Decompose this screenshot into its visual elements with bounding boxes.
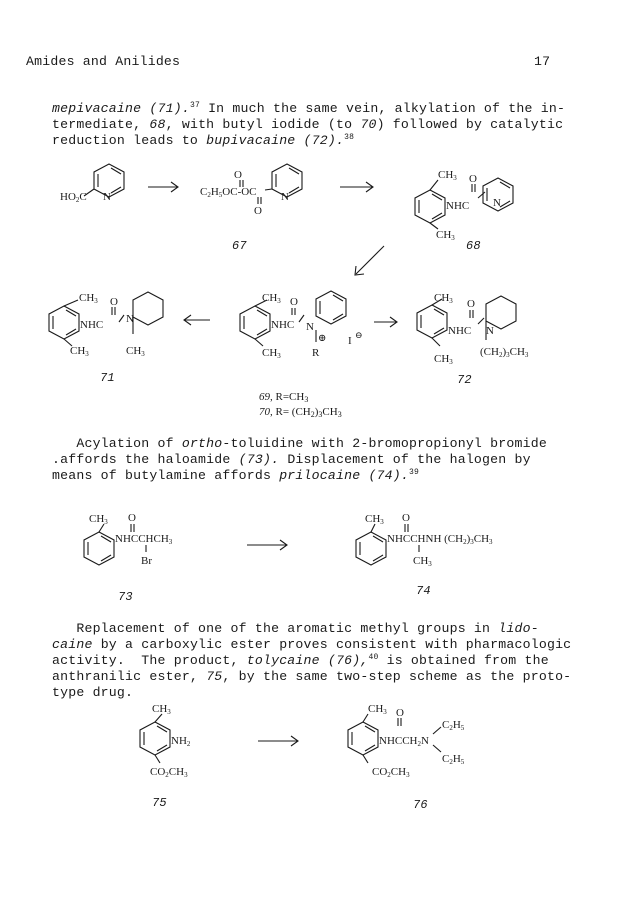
text-span: In much the same vein, alkylation of the in- [199,101,566,116]
piperidine-ring [486,296,516,329]
pyridine-ring [272,164,302,197]
atom-label: NHC [448,325,472,337]
compound-label-76: 76 [413,798,428,812]
para3-line3 [52,653,549,668]
charge-symbol: ⊖ [355,330,363,340]
para1-line1 [52,101,565,116]
text-span: .affords the haloamide [52,452,239,467]
atom-label: N [103,191,111,203]
para2-line1 [52,436,547,451]
benzene-ring [240,306,270,339]
atom-label: CH3 [89,513,108,526]
compound-label-73: 73 [118,590,133,604]
para1-line2 [52,117,563,132]
atom-label: CH3 [126,345,145,358]
atom-label: CH3 [434,292,453,305]
compound-ref: 70 [360,117,377,132]
benzene-ring [140,722,170,755]
text-span: , by the same two-step scheme as the proto- [222,669,572,684]
drug-name: lido- [498,621,539,636]
text-span: R=CH [275,391,305,403]
atom-label: O [396,707,404,719]
atom-label: C2H5OC-OC [200,186,257,199]
atom-label: CO2CH3 [150,766,188,779]
atom-label: N [281,191,289,203]
para3-line5 [52,685,133,700]
atom-label: O [254,205,262,217]
atom-label: NHC [80,319,104,331]
text-span: ) [314,406,319,418]
compound-label-74: 74 [416,584,431,598]
compound-label-75: 75 [152,796,167,810]
text-span: Replacement of one of the aromatic methyl groups in [52,621,499,636]
drug-name: caine [52,637,93,652]
italic-term: ortho [181,436,223,451]
atom-label: NHCCH2N [379,735,429,748]
atom-label: O [234,169,242,181]
atom-label: O [290,296,298,308]
atom-label: NHC [271,319,295,331]
pyridine-ring [483,178,513,211]
text-span: Acylation of [52,436,182,451]
para1-line3 [52,133,354,148]
atom-label: CH3 [152,703,171,716]
atom-label: O [110,296,118,308]
text-span: , with butyl iodide (to [165,117,361,132]
atom-label: CH3 [70,345,89,358]
text-span: reduction leads to [52,133,207,148]
subscript: 3 [318,410,323,419]
benzene-ring [84,532,114,565]
compound-ref: 68 [149,117,166,132]
atom-label: CH3 [434,353,453,366]
para3-line4 [52,669,571,684]
para2-line3 [52,468,419,483]
atom-label: CO2CH3 [372,766,410,779]
pyridine-ring [94,164,124,197]
benzene-ring [415,190,445,223]
compound-label-71: 71 [100,371,115,385]
atom-label: O [128,512,136,524]
atom-label: C2H5 [442,753,465,766]
para3-line1 [52,621,539,636]
atom-label: NHCCHNH (CH2)3CH3 [387,533,493,546]
text-span: activity. The product, [52,653,247,668]
text-span: type drug. [52,685,134,700]
subscript: 3 [337,410,342,419]
substituent-legend [259,390,342,420]
text-span: R= (CH [275,406,311,418]
atom-label: N [306,321,314,333]
piperidine-ring [133,292,163,325]
atom-label: O [469,173,477,185]
atom-label: HO2C [60,191,87,204]
compound-ref: 75 [206,669,223,684]
running-title: Amides and Anilides [26,54,181,69]
compound-ref: 70, [259,406,273,418]
compound-label-72: 72 [457,373,472,387]
reference-number: 37 [189,101,200,110]
atom-label: CH3 [436,229,455,242]
benzene-ring [49,306,79,339]
benzene-ring [417,305,447,338]
subscript: 3 [304,395,309,404]
text-span: -toluidine with 2-bromopropionyl bromide [222,436,547,451]
drug-name: mepivacaine (71). [52,101,190,116]
drug-name: bupivacaine (72). [206,133,345,148]
text-span: termediate, [52,117,150,132]
para2-line2 [52,452,531,467]
atom-label: O [467,298,475,310]
text-span: Displacement of the halogen by [279,452,531,467]
atom-label: CH3 [79,292,98,305]
text-span: ) followed by catalytic [376,117,564,132]
atom-label: N [493,197,501,209]
atom-label: N [126,313,134,325]
compound-ref: 69, [259,391,273,403]
atom-label: (CH2)3CH3 [480,346,529,359]
atom-label: NHCCHCH3 [115,533,173,546]
atom-label: R [312,347,320,359]
compound-label-67: 67 [232,239,247,253]
atom-label: CH3 [413,555,432,568]
compound-ref: (73). [238,452,280,467]
text-span: means of butylamine affords [52,468,280,483]
drug-name: tolycaine (76), [246,653,369,668]
atom-label: CH3 [368,703,387,716]
atom-label: CH3 [438,169,457,182]
atom-label: C2H5 [442,719,465,732]
atom-label: CH3 [262,292,281,305]
charge-symbol: ⊕ [318,333,327,344]
atom-label: CH3 [365,513,384,526]
atom-label: O [402,512,410,524]
atom-label: NH2 [171,735,191,748]
subscript: 2 [310,410,315,419]
reference-number: 39 [409,468,420,477]
drug-name: prilocaine (74). [279,468,410,483]
reference-number: 40 [368,653,379,662]
text-span: CH [322,406,338,418]
atom-label: I [348,335,352,347]
atom-label: NHC [446,200,470,212]
atom-label: N [486,325,494,337]
reaction-arrow [356,246,384,274]
atom-label: CH3 [262,347,281,360]
pyridinium-ring [316,291,346,324]
atom-label: Br [141,555,152,567]
page-number: 17 [534,54,551,69]
benzene-ring [348,722,378,755]
text-span: by a carboxylic ester proves consistent with pharmacologic [92,637,572,652]
compound-label-68: 68 [466,239,481,253]
reference-number: 38 [344,133,355,142]
para3-line2 [52,637,571,652]
text-span: is obtained from the [378,653,549,668]
text-span: anthranilic ester, [52,669,207,684]
benzene-ring [356,532,386,565]
